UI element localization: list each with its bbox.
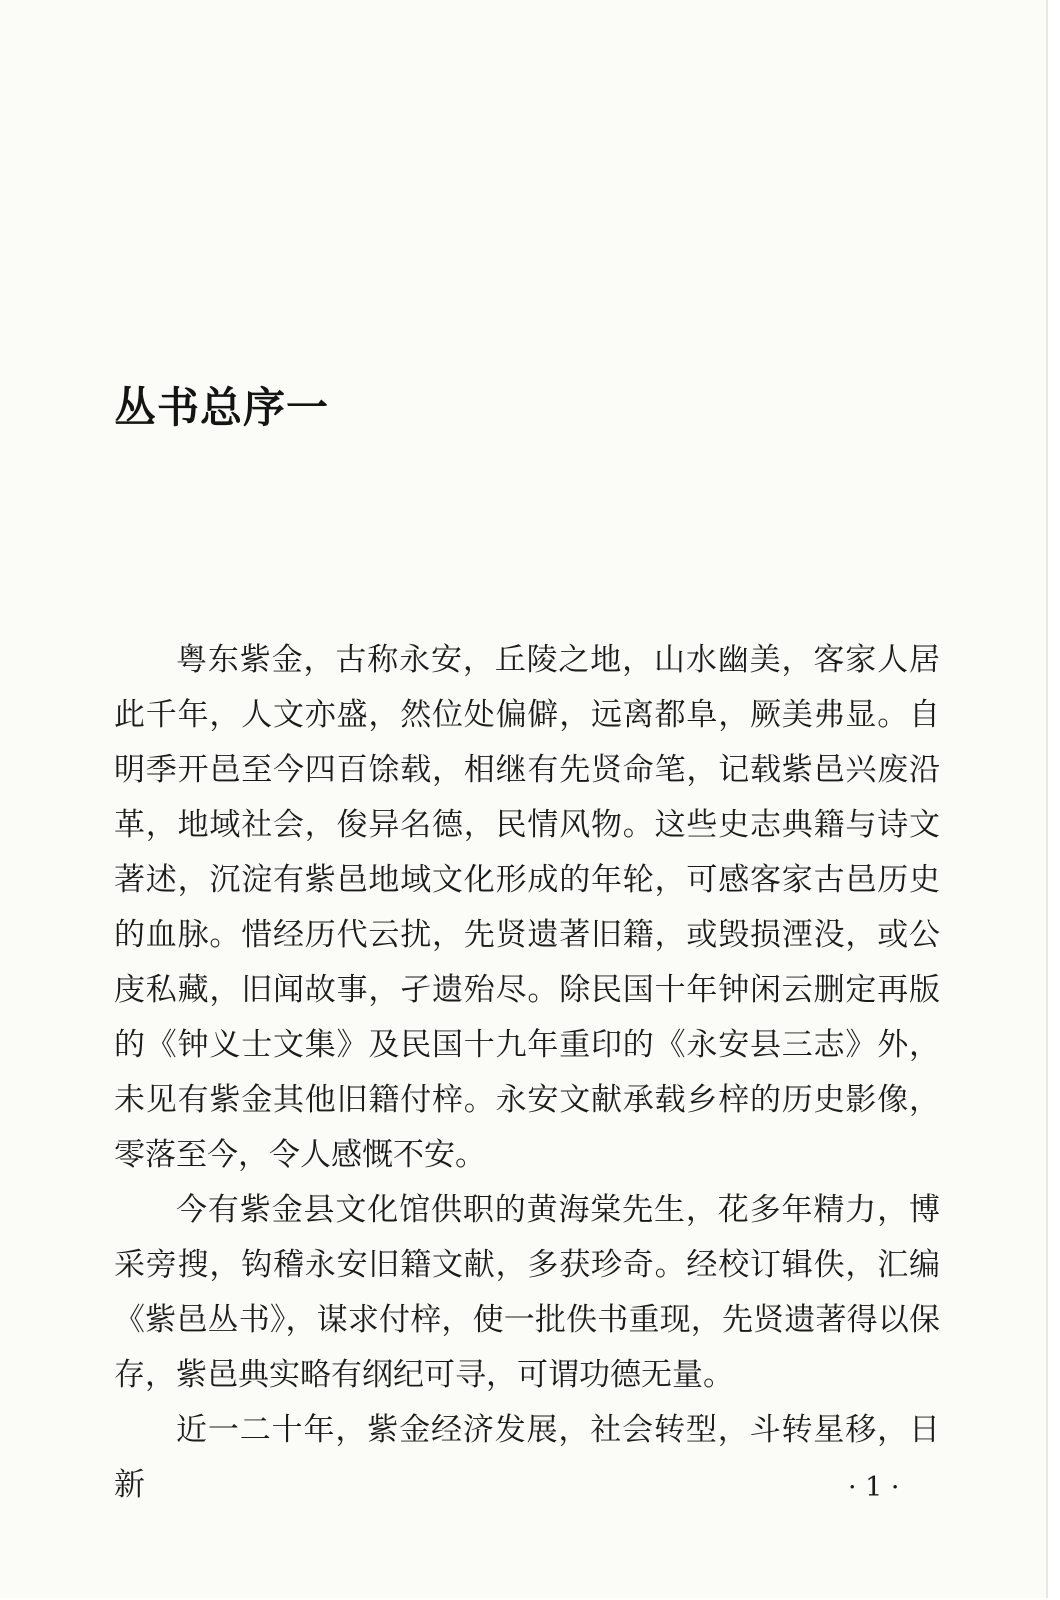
paragraph-1: 粤东紫金，古称永安，丘陵之地，山水幽美，客家人居此千年，人文亦盛，然位处偏僻，远离都阜，厥美弗显。自明季开邑至今四百馀载，相继有先贤命笔，记载紫邑兴废沿革，地域社会，俊异名德，民情风物。这些史志典籍与诗文著述，沉淀有紫邑地域文化形成的年轮，可感客家古邑历史的血脉。惜经历代云扰，先贤遗著旧籍，或毁损湮没，或公庋私藏，旧闻故事，孑遗殆尽。除民国十年钟闲云删定再版的《钟义士文集》及民国十九年重印的《永安县三志》外，未见有紫金其他旧籍付梓。永安文献承载乡梓的历史影像，零落至今，令人感慨不安。 [114,642,940,1173]
paragraph-2: 今有紫金县文化馆供职的黄海棠先生，花多年精力，博采旁搜，钩稽永安旧籍文献，多获珍奇。经校订辑佚，汇编《紫邑丛书》，谋求付梓，使一批佚书重现，先贤遗著得以保存，紫邑典实略有纲纪可寻，可谓功德无量。 [114,1192,940,1393]
body-text [114,633,940,1513]
page-title: 丛书总序一 [114,383,330,432]
page-number: · 1 · [848,1472,900,1503]
paragraph-3: 近一二十年，紫金经济发展，社会转型，斗转星移，日新 [114,1412,940,1503]
